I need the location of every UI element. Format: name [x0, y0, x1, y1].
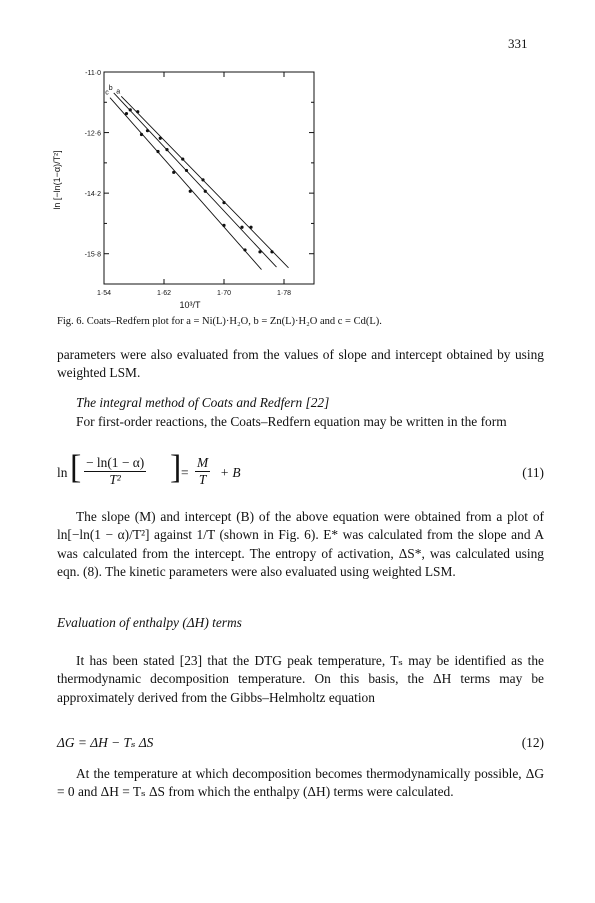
x-tick-label: 1·62: [156, 290, 172, 297]
y-tick-label: -15·8: [84, 251, 101, 259]
x-tick-label: 1·54: [96, 290, 112, 297]
eq11-lhs-denominator: T²: [109, 472, 121, 487]
data-point-b: [165, 148, 168, 151]
paragraph-5: At the temperature at which decomposition becomes thermodynamically possible, ΔG = 0 and ΔH = Tₛ ΔS from which the enthalpy (ΔH) terms were calculated.: [57, 766, 544, 800]
page-number: 331: [508, 36, 528, 51]
eq11-equals: =: [181, 465, 189, 480]
equation-11: [57, 449, 544, 495]
data-point-b: [240, 226, 243, 229]
y-tick-label: -14·2: [84, 191, 101, 199]
paragraph-1: parameters were also evaluated from the values of slope and intercept obtained by using weighted LSM.: [57, 347, 544, 381]
data-point-c: [156, 150, 159, 153]
eq11-rhs-numerator: M: [197, 455, 209, 470]
data-point-a: [270, 250, 273, 253]
data-point-c: [140, 133, 143, 136]
x-tick-label: 1·78: [276, 290, 292, 297]
data-point-b: [258, 250, 261, 253]
eq11-left-bracket: [: [70, 449, 82, 486]
data-point-a: [181, 157, 184, 160]
fit-line-a: [121, 96, 288, 268]
fit-line-b: [114, 93, 277, 267]
eq11-rhs-denominator: T: [198, 472, 207, 487]
fit-line-c: [110, 98, 262, 270]
data-point-a: [159, 137, 162, 140]
coats-redfern-chart: [40, 58, 340, 316]
data-series: [105, 85, 288, 270]
data-point-a: [201, 178, 204, 181]
eq12-body: ΔG = ΔH − Tₛ ΔS: [57, 735, 154, 750]
x-axis-label: 10³/T: [179, 300, 201, 310]
data-point-b: [185, 169, 188, 172]
equation-12: [57, 735, 544, 755]
eq11-right-bracket: ]: [170, 449, 182, 486]
data-point-a: [222, 201, 225, 204]
series-label-a: a: [116, 88, 121, 96]
data-point-c: [172, 171, 175, 174]
eq11-lhs-numerator: − ln(1 − α): [86, 455, 145, 470]
plot-frame: [104, 72, 314, 284]
data-point-a: [249, 226, 252, 229]
eq11-rhs-fraction: [195, 455, 210, 488]
data-point-c: [189, 190, 192, 193]
data-point-b: [129, 108, 132, 111]
paragraph-3: The slope (M) and intercept (B) of the above equation were obtained from a plot of ln[−ln(1 − α)/T²] against 1/T (shown in Fig. 6). E* was calculated from the slope and A was calculated from the intercept. The entropy of activation, ΔS*, was calculated using eqn. (8). The kinetic parameters were also evaluated using weighted LSM.: [57, 509, 544, 579]
x-tick-label: 1·70: [216, 290, 232, 297]
data-point-c: [222, 224, 225, 227]
data-point-c: [243, 248, 246, 251]
paragraph-2: For first-order reactions, the Coats–Redfern equation may be written in the form: [76, 414, 507, 429]
eq11-number: (11): [522, 465, 544, 480]
paragraph-4: It has been stated [23] that the DTG peak temperature, Tₛ may be identified as the thermodynamic decomposition temperature. On this basis, the ΔH terms may be approximately derived from the Gibbs–Helmholtz equation: [57, 653, 544, 705]
y-tick-label: -11·0: [85, 70, 101, 77]
y-axis-label: ln [−ln(1−α)/T²]: [52, 150, 62, 210]
series-label-b: b: [108, 84, 113, 92]
data-point-b: [204, 190, 207, 193]
eq11-lhs-fraction: [84, 455, 146, 488]
eq11-plus-b: + B: [220, 465, 241, 480]
series-label-c: c: [105, 89, 109, 97]
y-tick-label: -12·6: [84, 130, 101, 138]
eq12-number: (12): [521, 735, 544, 750]
data-point-b: [146, 129, 149, 132]
data-point-c: [125, 112, 128, 115]
data-point-a: [136, 110, 139, 113]
section-heading-enthalpy: Evaluation of enthalpy (ΔH) terms: [57, 615, 242, 630]
eq11-ln: ln: [57, 465, 68, 480]
section-heading-coats-redfern: The integral method of Coats and Redfern [22]: [76, 395, 330, 410]
figure-caption: Fig. 6. Coats–Redfern plot for a = Ni(L)·H₂O, b = Zn(L)·H₂O and c = Cd(L).: [57, 316, 382, 327]
